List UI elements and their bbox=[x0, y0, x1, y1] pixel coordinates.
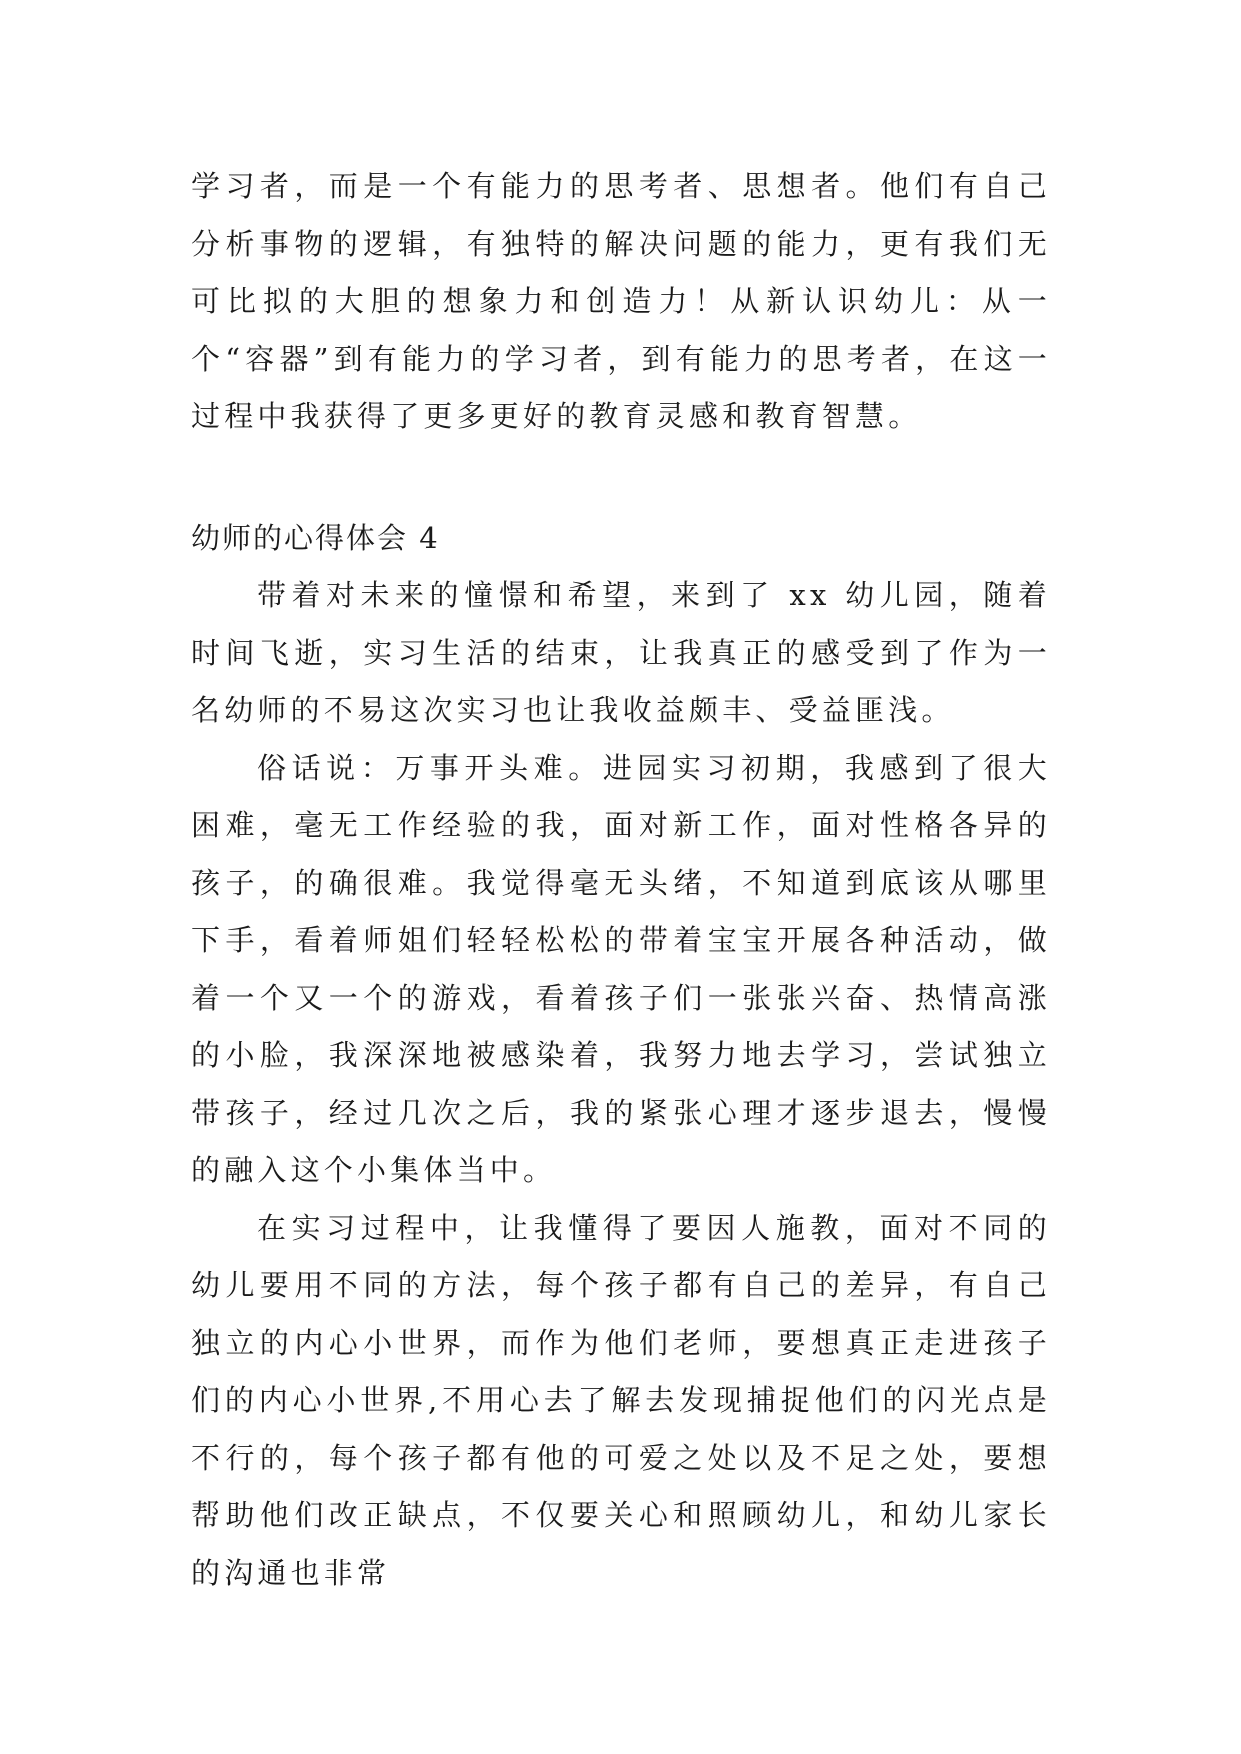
paragraph-continuation: 学习者，而是一个有能力的思考者、思想者。他们有自己分析事物的逻辑，有独特的解决问题的能力，更有我们无可比拟的大胆的想象力和创造力！从新认识幼儿：从一个“容器”到有能力的学习者，到有能力的思考者，在这一过程中我获得了更多更好的教育灵感和教育智慧。 bbox=[191, 169, 1051, 433]
paragraph-2: 俗话说：万事开头难。进园实习初期，我感到了很大困难，毫无工作经验的我，面对新工作，面对性格各异的孩子，的确很难。我觉得毫无头绪，不知道到底该从哪里下手，看着师姐们轻轻松松的带着宝宝开展各种活动，做着一个又一个的游戏，看着孩子们一张张兴奋、热情高涨的小脸，我深深地被感染着，我努力地去学习，尝试独立带孩子，经过几次之后，我的紧张心理才逐步退去，慢慢的融入这个小集体当中。 bbox=[191, 750, 1051, 1187]
paragraph-1: 带着对未来的憧憬和希望，来到了 xx 幼儿园，随着时间飞逝，实习生活的结束，让我真正的感受到了作为一名幼师的不易这次实习也让我收益颇丰、受益匪浅。 bbox=[191, 578, 1051, 727]
section-title: 幼师的心得体会 4 bbox=[191, 521, 440, 555]
continuation-text bbox=[191, 158, 1051, 446]
section-body bbox=[191, 567, 1051, 1602]
paragraph-3: 在实习过程中，让我懂得了要因人施教，面对不同的幼儿要用不同的方法，每个孩子都有自己的差异，有自己独立的内心小世界，而作为他们老师，要想真正走进孩子们的内心小世界,不用心去了解去发现捕捉他们的闪光点是不行的，每个孩子都有他的可爱之处以及不足之处，要想帮助他们改正缺点，不仅要关心和照顾幼儿，和幼儿家长的沟通也非常 bbox=[191, 1210, 1051, 1590]
